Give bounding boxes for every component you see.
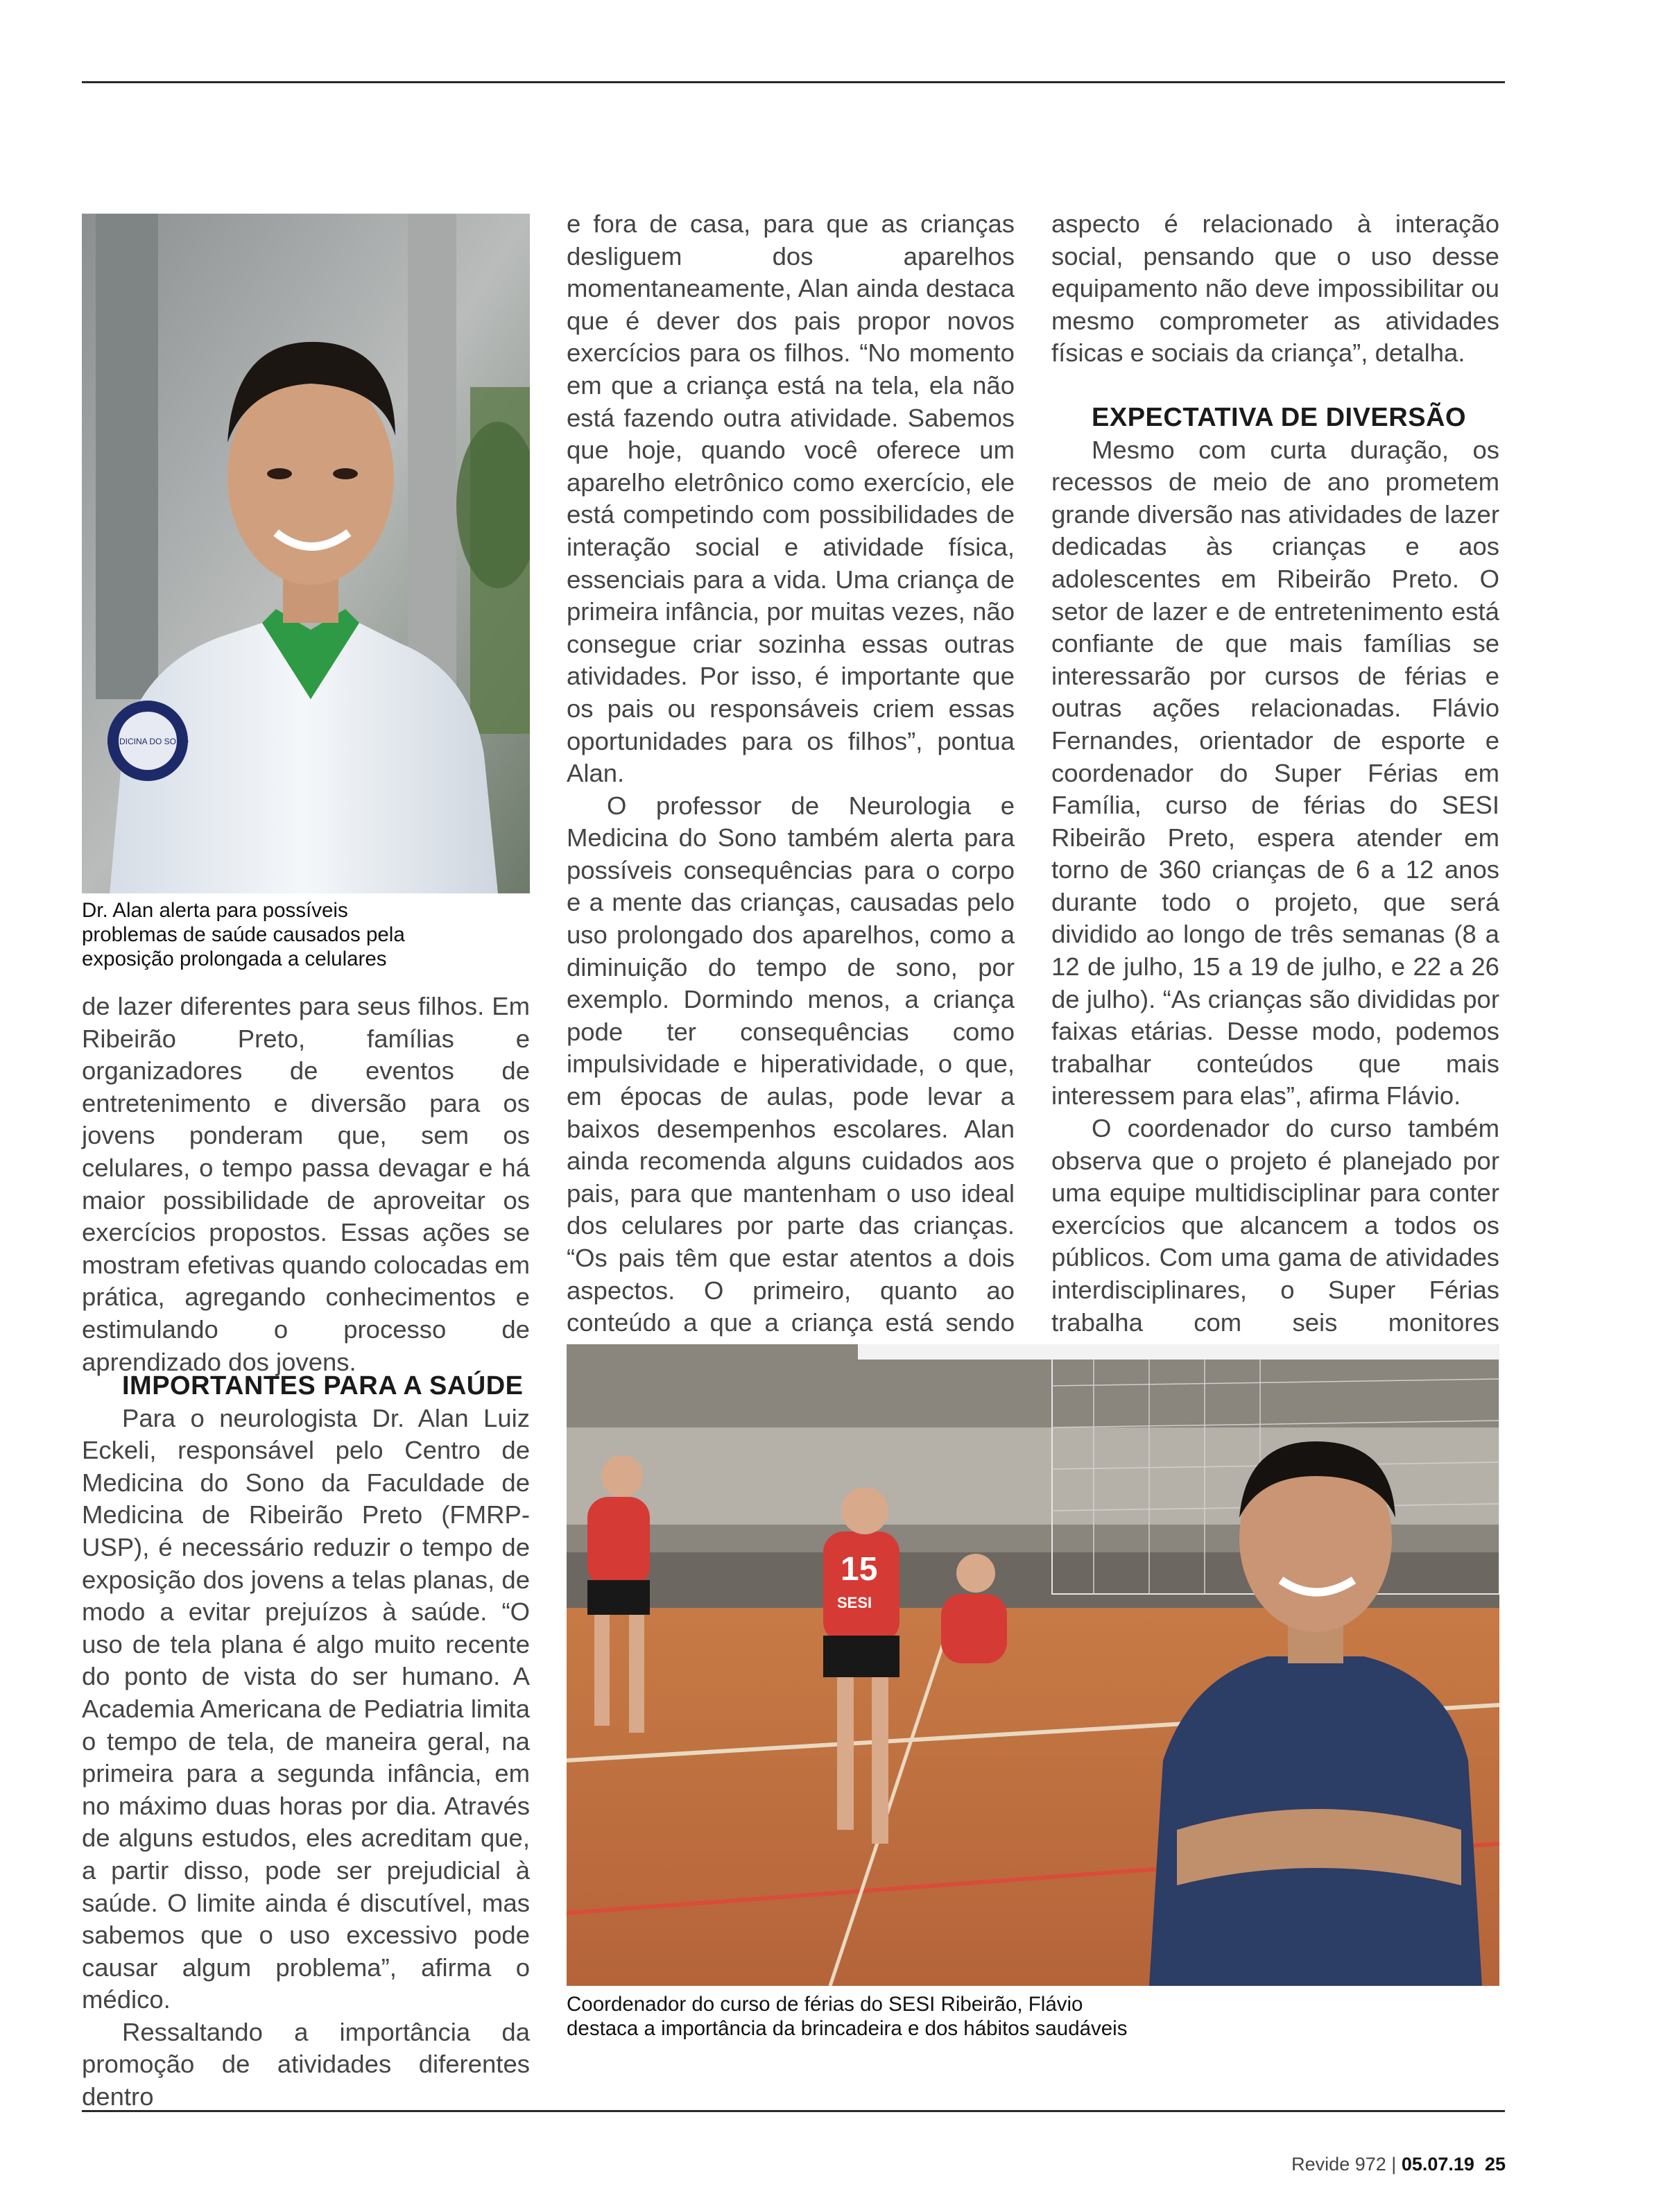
caption-line: Coordenador do curso de férias do SESI Ribeirão, Flávio bbox=[567, 1993, 1083, 2016]
doctor-photo bbox=[82, 214, 530, 893]
page-number: 25 bbox=[1484, 2154, 1506, 2175]
jersey-text: SESI bbox=[837, 1594, 872, 1611]
paragraph: O coordenador do curso também observa que o projeto é planejado por uma equipe multidisciplinar para conter exercícios que alcancem a todos os públicos. Com uma gama de atividades interdisciplinares, o Super Férias trabalha com seis monitores bbox=[1051, 1114, 1499, 1337]
paragraph: de lazer diferentes para seus filhos. Em Ribeirão Preto, famílias e organizadores de eventos de entretenimento e diversão para os jovens ponderam que, sem os celulares, o tempo passa devagar e há maior possibilidade de aproveitar os exercícios propostos. Essas ações se mostram efetivas quando colocadas em prática, agregando conhecimentos e estimulando o processo de aprendizado dos jovens. bbox=[82, 992, 530, 1376]
top-rule bbox=[82, 81, 1505, 83]
footer-separator: | bbox=[1391, 2154, 1397, 2175]
doctor-caption bbox=[82, 898, 540, 971]
column-1-upper bbox=[82, 991, 530, 1378]
section-heading: EXPECTATIVA DE DIVERSÃO bbox=[1092, 402, 1467, 432]
issue-date: 05.07.19 bbox=[1401, 2154, 1474, 2175]
column-3 bbox=[1051, 208, 1499, 1371]
section-heading: IMPORTANTES PARA A SAÚDE bbox=[122, 1371, 524, 1400]
paragraph: Mesmo com curta duração, os recessos de meio de ano prometem grande diversão nas atividades de lazer dedicadas às crianças e aos adolescentes em Ribeirão Preto. O setor de lazer e de entretenimento está confiante de que mais famílias se interessarão por cursos de férias e outras ações relacionadas. Flávio Fernandes, orientador de esporte e coordenador do Super Férias em Família, curso de férias do SESI Ribeirão Preto, espera atender em torno de 360 crianças de 6 a 12 anos durante todo o projeto, que será dividido ao longo de três semanas (8 a 12 de julho, 15 a 19 de julho, e 22 a 26 de julho). “As crianças são divididas por faixas etárias. Desse modo, podemos trabalhar conteúdos que mais interessem para elas”, afirma Flávio. bbox=[1051, 435, 1499, 1111]
badge-text: MEDICINA DO SONO bbox=[106, 737, 189, 746]
magazine-name: Revide 972 bbox=[1291, 2154, 1386, 2175]
volleyball-photo bbox=[567, 1344, 1499, 1986]
caption-line: exposição prolongada a celulares bbox=[82, 948, 387, 970]
paragraph: e fora de casa, para que as crianças desliguem dos aparelhos momentaneamente, Alan ainda destaca que é dever dos pais propor novos exercícios para os filhos. “No momento em que a criança está na tela, ela não está fazendo outra atividade. Sabemos que hoje, quando você oferece um aparelho eletrônico como exercício, ele está competindo com possibilidades de interação social e atividade física, essenciais para a vida. Uma criança de primeira infância, por muitas vezes, não consegue criar sozinha essas outras atividades. Por isso, é importante que os pais ou responsáveis criem essas oportunidades para os filhos”, pontua Alan. bbox=[567, 209, 1015, 788]
paragraph: O professor de Neurologia e Medicina do Sono também alerta para possíveis consequências para o corpo e a mente das crianças, causadas pelo uso prolongado dos aparelhos, como a diminuição do tempo de sono, por exemplo. Dormindo menos, a criança pode ter consequências como impulsividade e hiperatividade, o que, em épocas de aulas, pode levar a baixos desempenhos escolares. Alan ainda recomenda alguns cuidados aos pais, para que mantenham o uso ideal dos celulares por parte das crianças. “Os pais têm que estar atentos a dois aspectos. O primeiro, quanto ao conteúdo a que a criança está sendo bbox=[567, 791, 1015, 1337]
caption-line: Dr. Alan alerta para possíveis bbox=[82, 899, 348, 922]
paragraph: aspecto é relacionado à interação social, pensando que o uso desse equipamento não deve impossibilitar ou mesmo comprometer as atividades físicas e sociais da criança”, detalha. bbox=[1051, 209, 1499, 368]
jersey-number: 15 bbox=[841, 1551, 878, 1588]
column-2 bbox=[567, 208, 1015, 1437]
column-1-lower bbox=[82, 1370, 530, 2114]
volleyball-caption bbox=[567, 1992, 1499, 2041]
paragraph: Para o neurologista Dr. Alan Luiz Eckeli, responsável pelo Centro de Medicina do Sono da Faculdade de Medicina de Ribeirão Preto (FMRP-USP), é necessário reduzir o tempo de exposição dos jovens a telas planas, de modo a evitar prejuízos à saúde. “O uso de tela plana é algo muito recente do ponto de vista do ser humano. A Academia Americana de Pediatria limita o tempo de tela, de maneira geral, na primeira para a segunda infância, em no máximo duas horas por dia. Através de alguns estudos, eles acreditam que, a partir disso, pode ser prejudicial à saúde. O limite ainda é discutível, mas sabemos que o uso excessivo pode causar algum problema”, afirma o médico. bbox=[82, 1403, 530, 2014]
paragraph: Ressaltando a importância da promoção de atividades diferentes dentro bbox=[82, 2017, 530, 2111]
caption-line: destaca a importância da brincadeira e dos hábitos saudáveis bbox=[567, 2017, 1128, 2040]
page-footer bbox=[1291, 2154, 1506, 2175]
caption-line: problemas de saúde causados pela bbox=[82, 923, 405, 946]
